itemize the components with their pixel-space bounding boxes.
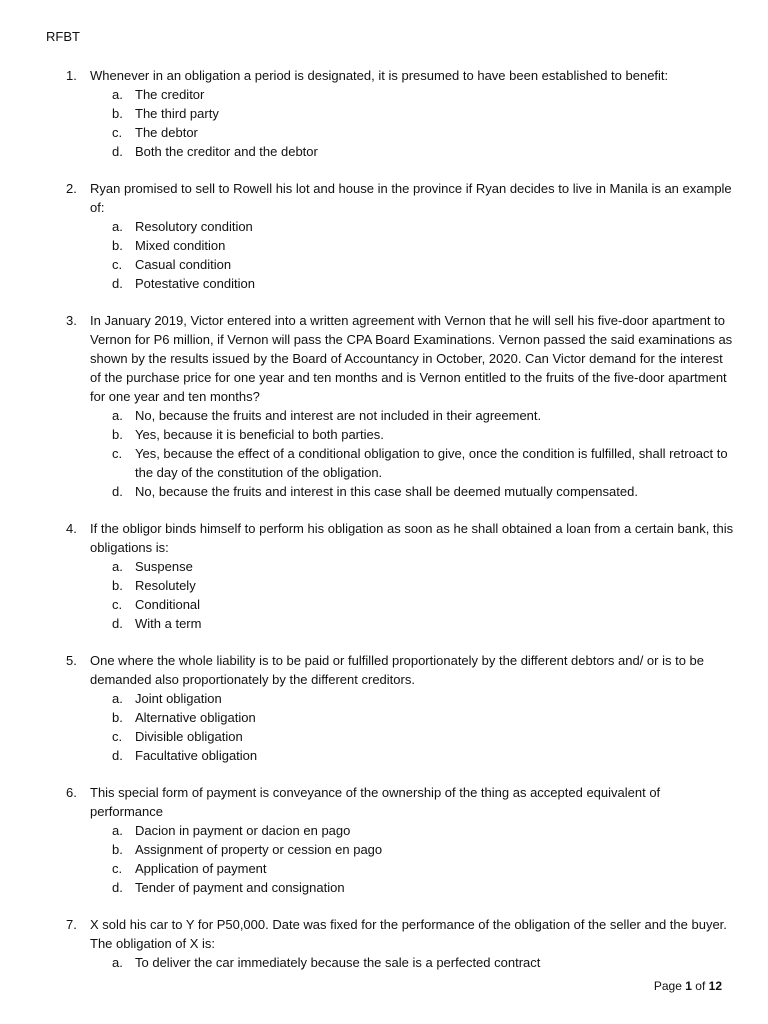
option-letter: c.: [112, 446, 123, 461]
option-text: Both the creditor and the debtor: [135, 144, 318, 159]
option-text: Divisible obligation: [135, 729, 243, 744]
question-item: [46, 651, 736, 765]
question-item: [46, 66, 736, 161]
current-page: 1: [685, 979, 692, 993]
question-text: One where the whole liability is to be paid or fulfilled proportionately by the different debtors and/ or is to be demanded also proportionately by the different creditors.: [90, 653, 705, 687]
answer-option: [90, 85, 736, 104]
answer-option: [90, 142, 736, 161]
page-footer: [654, 979, 722, 993]
answer-option: [90, 217, 736, 236]
option-text: Facultative obligation: [135, 748, 258, 763]
answer-option: [90, 236, 736, 255]
answer-option: [90, 859, 736, 878]
question-number: 4.: [66, 521, 77, 536]
answer-option: [90, 576, 736, 595]
option-text: To deliver the car immediately because the sale is a perfected contract: [135, 955, 541, 970]
option-text: The creditor: [135, 87, 205, 102]
answer-option: [90, 482, 736, 501]
option-text: Joint obligation: [135, 691, 222, 706]
answer-option: [90, 746, 736, 765]
option-text: Application of payment: [135, 861, 267, 876]
option-text: Potestative condition: [135, 276, 255, 291]
option-text: Alternative obligation: [135, 710, 256, 725]
option-letter: c.: [112, 861, 123, 876]
answer-option: [90, 708, 736, 727]
option-letter: a.: [112, 408, 123, 423]
question-text: In January 2019, Victor entered into a written agreement with Vernon that he will sell his five-door apartment to Vernon for P6 million, if Vernon will pass the CPA Board Examinations. Vernon passed the said examinations as shown by the results issued by the Board of Accountancy in October, 2020. Can Victor demand for the interest of the purchase price for one year and ten months and is Vernon entitled to the fruits of the five-door apartment for one year and ten months?: [90, 313, 733, 404]
option-letter: b.: [112, 106, 123, 121]
option-letter: a.: [112, 87, 123, 102]
option-text: Dacion in payment or dacion en pago: [135, 823, 351, 838]
option-text: Assignment of property or cession en pago: [135, 842, 383, 857]
question-number: 3.: [66, 313, 77, 328]
option-letter: d.: [112, 484, 123, 499]
answer-option: [90, 274, 736, 293]
question-list: [46, 66, 736, 990]
answer-option: [90, 821, 736, 840]
option-list: [90, 953, 736, 972]
answer-option: [90, 123, 736, 142]
option-list: [90, 217, 736, 293]
answer-option: [90, 727, 736, 746]
option-letter: c.: [112, 125, 123, 140]
question-text: Ryan promised to sell to Rowell his lot and house in the province if Ryan decides to live in Manila is an example of:: [90, 181, 732, 215]
option-list: [90, 821, 736, 897]
option-text: Suspense: [135, 559, 193, 574]
option-letter: d.: [112, 144, 123, 159]
option-letter: c.: [112, 729, 123, 744]
option-letter: b.: [112, 427, 123, 442]
option-text: Resolutory condition: [135, 219, 253, 234]
option-letter: b.: [112, 238, 123, 253]
question-text: Whenever in an obligation a period is designated, it is presumed to have been established to benefit:: [90, 68, 669, 83]
option-text: Tender of payment and consignation: [135, 880, 345, 895]
option-letter: d.: [112, 276, 123, 291]
option-letter: a.: [112, 955, 123, 970]
option-text: No, because the fruits and interest in this case shall be deemed mutually compensated.: [135, 484, 638, 499]
document-header: RFBT: [46, 29, 80, 44]
question-number: 6.: [66, 785, 77, 800]
option-letter: a.: [112, 559, 123, 574]
answer-option: [90, 255, 736, 274]
answer-option: [90, 557, 736, 576]
option-letter: d.: [112, 748, 123, 763]
option-letter: d.: [112, 880, 123, 895]
question-number: 2.: [66, 181, 77, 196]
option-letter: b.: [112, 710, 123, 725]
question-item: [46, 783, 736, 897]
question-text: If the obligor binds himself to perform his obligation as soon as he shall obtained a loan from a certain bank, this obligations is:: [90, 521, 734, 555]
question-item: [46, 179, 736, 293]
option-letter: b.: [112, 842, 123, 857]
question-number: 1.: [66, 68, 77, 83]
question-text: This special form of payment is conveyance of the ownership of the thing as accepted equivalent of performance: [90, 785, 661, 819]
option-text: Mixed condition: [135, 238, 226, 253]
answer-option: [90, 425, 736, 444]
option-text: The debtor: [135, 125, 198, 140]
answer-option: [90, 406, 736, 425]
answer-option: [90, 840, 736, 859]
option-text: Casual condition: [135, 257, 232, 272]
question-number: 5.: [66, 653, 77, 668]
answer-option: [90, 878, 736, 897]
option-letter: c.: [112, 257, 123, 272]
option-list: [90, 406, 736, 501]
question-item: [46, 915, 736, 972]
option-list: [90, 85, 736, 161]
option-text: Yes, because the effect of a conditional obligation to give, once the condition is fulfilled, shall retroact to the day of the constitution of the obligation.: [135, 446, 728, 480]
answer-option: [90, 444, 736, 482]
answer-option: [90, 595, 736, 614]
question-number: 7.: [66, 917, 77, 932]
option-letter: d.: [112, 616, 123, 631]
question-item: [46, 311, 736, 501]
question-text: X sold his car to Y for P50,000. Date was fixed for the performance of the obligation of the seller and the buyer. The obligation of X is:: [90, 917, 727, 951]
total-pages: 12: [708, 979, 722, 993]
answer-option: [90, 104, 736, 123]
option-letter: a.: [112, 691, 123, 706]
option-list: [90, 557, 736, 633]
page-label: Page: [653, 979, 682, 993]
option-letter: a.: [112, 219, 123, 234]
option-letter: b.: [112, 578, 123, 593]
option-text: With a term: [135, 616, 202, 631]
option-letter: c.: [112, 597, 123, 612]
option-text: Conditional: [135, 597, 201, 612]
option-text: Resolutely: [135, 578, 196, 593]
option-text: Yes, because it is beneficial to both parties.: [135, 427, 384, 442]
answer-option: [90, 689, 736, 708]
option-text: The third party: [135, 106, 219, 121]
option-text: No, because the fruits and interest are not included in their agreement.: [135, 408, 542, 423]
question-item: [46, 519, 736, 633]
of-label: of: [695, 979, 706, 993]
option-list: [90, 689, 736, 765]
answer-option: [90, 614, 736, 633]
option-letter: a.: [112, 823, 123, 838]
answer-option: [90, 953, 736, 972]
